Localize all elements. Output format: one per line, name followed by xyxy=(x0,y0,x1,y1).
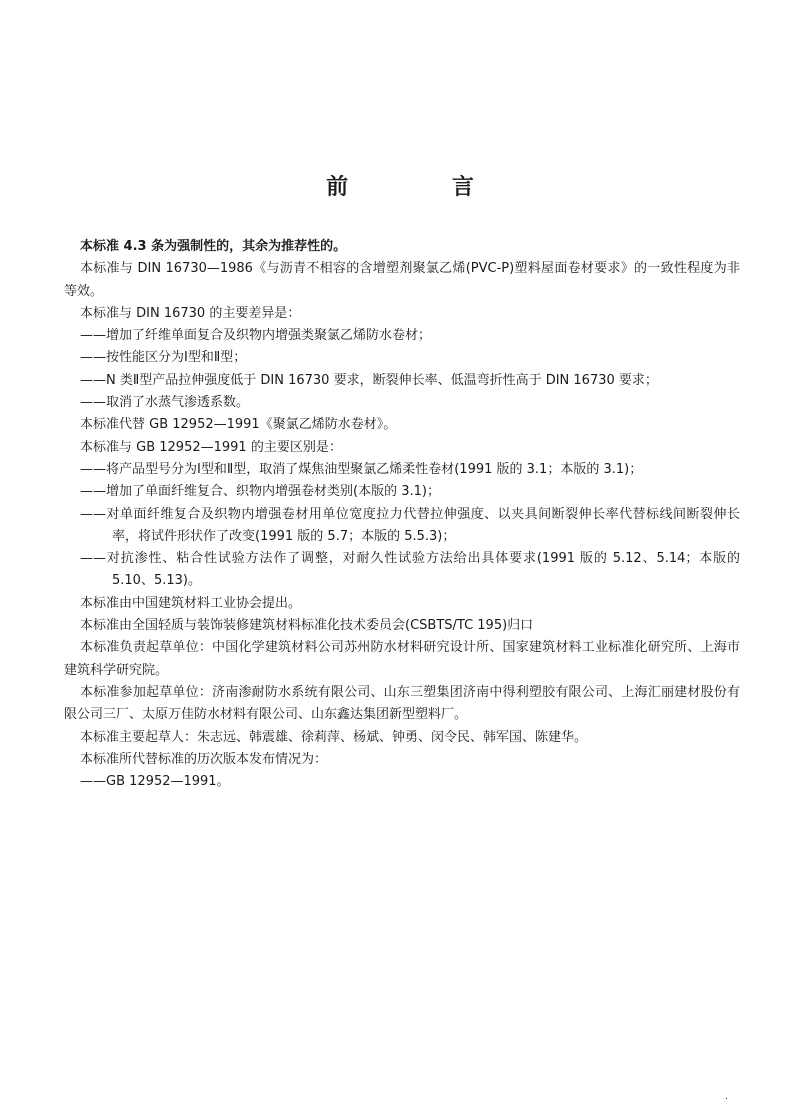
list-item: ——N 类Ⅱ型产品拉伸强度低于 DIN 16730 要求，断裂伸长率、低温弯折性高于 DIN 16730 要求； xyxy=(80,372,658,388)
paragraph-equivalence: 本标准与 DIN 16730—1986《与沥青不相容的含增塑剂聚氯乙烯(PVC-P)塑料屋面卷材要求》的一致性程度为非等效。 xyxy=(64,261,740,299)
list-item: ——按性能区分为Ⅰ型和Ⅱ型； xyxy=(80,350,247,366)
paragraph-drafting-unit: 本标准负责起草单位：中国化学建筑材料公司苏州防水材料研究设计所、国家建筑材料工业标准化研究所、上海市建筑科学研究院。 xyxy=(64,640,740,678)
list-item: ——对单面纤维复合及织物内增强卷材用单位宽度拉力代替拉伸强度、以夹具间断裂伸长率代替标线间断裂伸长率，将试件形状作了改变(1991 版的 5.7；本版的 5.5.3)； xyxy=(80,506,740,544)
corner-mark: · xyxy=(724,1094,728,1105)
paragraph-drafters: 本标准主要起草人：朱志远、韩震雄、徐莉萍、杨斌、钟勇、闵令民、韩军国、陈建华。 xyxy=(80,729,588,745)
list-item: ——将产品型号分为Ⅰ型和Ⅱ型，取消了煤焦油型聚氯乙烯柔性卷材(1991 版的 3.1；本版的 3.1)； xyxy=(80,461,643,477)
paragraph-participating-units: 本标准参加起草单位：济南渗耐防水系统有限公司、山东三塑集团济南中得利塑胶有限公司、上海汇丽建材股份有限公司三厂、太原万佳防水材料有限公司、山东鑫达集团新型塑料厂。 xyxy=(64,684,740,723)
list-item: ——增加了单面纤维复合、织物内增强卷材类别(本版的 3.1)； xyxy=(80,484,440,500)
list-item: ——取消了水蒸气渗透系数。 xyxy=(80,395,250,411)
page-title: 前 言 xyxy=(326,175,522,200)
paragraph-proposed-by: 本标准由中国建筑材料工业协会提出。 xyxy=(80,595,302,611)
foreword-body xyxy=(64,236,740,793)
list-item: ——对抗渗性、粘合性试验方法作了调整，对耐久性试验方法给出具体要求(1991 版的 5.12、5.14；本版的 5.10、5.13)。 xyxy=(80,551,740,589)
paragraph-mandatory-clause: 本标准 4.3 条为强制性的，其余为推荐性的。 xyxy=(80,239,347,254)
paragraph-replaces: 本标准代替 GB 12952—1991《聚氯乙烯防水卷材》。 xyxy=(80,417,397,433)
list-item: ——增加了纤维单面复合及织物内增强类聚氯乙烯防水卷材； xyxy=(80,328,432,344)
paragraph-centralized-by: 本标准由全国轻质与装饰装修建筑材料标准化技术委员会(CSBTS/TC 195)归口 xyxy=(80,618,534,634)
paragraph-history: 本标准所代替标准的历次版本发布情况为： xyxy=(80,751,328,767)
list-item: ——GB 12952—1991。 xyxy=(80,774,230,790)
paragraph-differences-gb: 本标准与 GB 12952—1991 的主要区别是： xyxy=(80,439,342,455)
paragraph-differences-din: 本标准与 DIN 16730 的主要差异是： xyxy=(80,305,301,321)
